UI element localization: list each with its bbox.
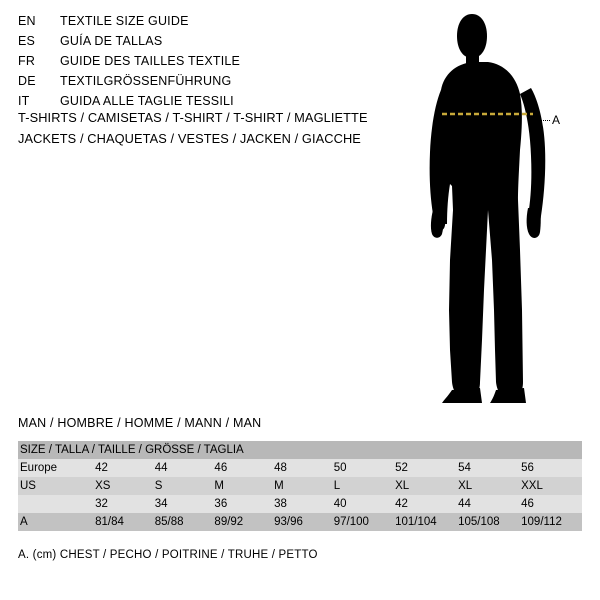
cell-value: XL (393, 477, 456, 495)
cell-value: 52 (393, 459, 456, 477)
cell-value: 38 (272, 495, 332, 513)
row-label: US (18, 477, 93, 495)
category-line-tshirts: T-SHIRTS / CAMISETAS / T-SHIRT / T-SHIRT / MAGLIETTE (18, 110, 368, 125)
silhouette-svg (400, 10, 600, 410)
category-list (18, 110, 418, 152)
table-row (18, 459, 582, 477)
cell-value: 36 (212, 495, 272, 513)
table-header-row (18, 441, 582, 459)
cell-value: S (153, 477, 213, 495)
cell-value: 46 (519, 495, 582, 513)
size-table (18, 441, 582, 531)
cell-value: 89/92 (212, 513, 272, 531)
measure-leader-dots (537, 120, 550, 121)
cell-value: 40 (332, 495, 393, 513)
table-row (18, 513, 582, 531)
cell-value: 42 (93, 459, 153, 477)
language-text: TEXTILGRÖSSENFÜHRUNG (60, 74, 232, 88)
cell-value: M (212, 477, 272, 495)
language-text: GUÍA DE TALLAS (60, 34, 163, 48)
language-code: DE (18, 74, 36, 88)
cell-value: XL (456, 477, 519, 495)
row-label: Europe (18, 459, 93, 477)
language-row (18, 34, 378, 54)
cell-value: 101/104 (393, 513, 456, 531)
language-code: EN (18, 14, 36, 28)
cell-value: XXL (519, 477, 582, 495)
table-row (18, 477, 582, 495)
cell-value: M (272, 477, 332, 495)
cell-value: 54 (456, 459, 519, 477)
language-list (18, 14, 378, 114)
cell-value: 81/84 (93, 513, 153, 531)
cell-value: 50 (332, 459, 393, 477)
cell-value: 34 (153, 495, 213, 513)
category-line-jackets: JACKETS / CHAQUETAS / VESTES / JACKEN / GIACCHE (18, 131, 361, 146)
language-text: TEXTILE SIZE GUIDE (60, 14, 189, 28)
cell-value: 109/112 (519, 513, 582, 531)
cell-value: L (332, 477, 393, 495)
cell-value: 44 (456, 495, 519, 513)
footnote: A. (cm) CHEST / PECHO / POITRINE / TRUHE / PETTO (18, 549, 318, 561)
row-label: A (18, 513, 93, 531)
table-row (18, 495, 582, 513)
cell-value: 44 (153, 459, 213, 477)
language-code: FR (18, 54, 36, 68)
language-code: IT (18, 94, 30, 108)
cell-value: 46 (212, 459, 272, 477)
cell-value: 42 (393, 495, 456, 513)
cell-value: 48 (272, 459, 332, 477)
language-row (18, 74, 378, 94)
table-header-cell: SIZE / TALLA / TAILLE / GRÖSSE / TAGLIA (18, 441, 582, 459)
language-row (18, 14, 378, 34)
cell-value: 93/96 (272, 513, 332, 531)
cell-value: 32 (93, 495, 153, 513)
language-text: GUIDA ALLE TAGLIE TESSILI (60, 94, 234, 108)
cell-value: XS (93, 477, 153, 495)
table-title: MAN / HOMBRE / HOMME / MANN / MAN (18, 416, 262, 430)
measure-label-a: A (552, 113, 561, 127)
cell-value: 97/100 (332, 513, 393, 531)
male-silhouette-figure (400, 10, 600, 410)
cell-value: 56 (519, 459, 582, 477)
language-text: GUIDE DES TAILLES TEXTILE (60, 54, 241, 68)
row-label (18, 495, 93, 513)
cell-value: 85/88 (153, 513, 213, 531)
language-code: ES (18, 34, 36, 48)
language-row (18, 54, 378, 74)
cell-value: 105/108 (456, 513, 519, 531)
